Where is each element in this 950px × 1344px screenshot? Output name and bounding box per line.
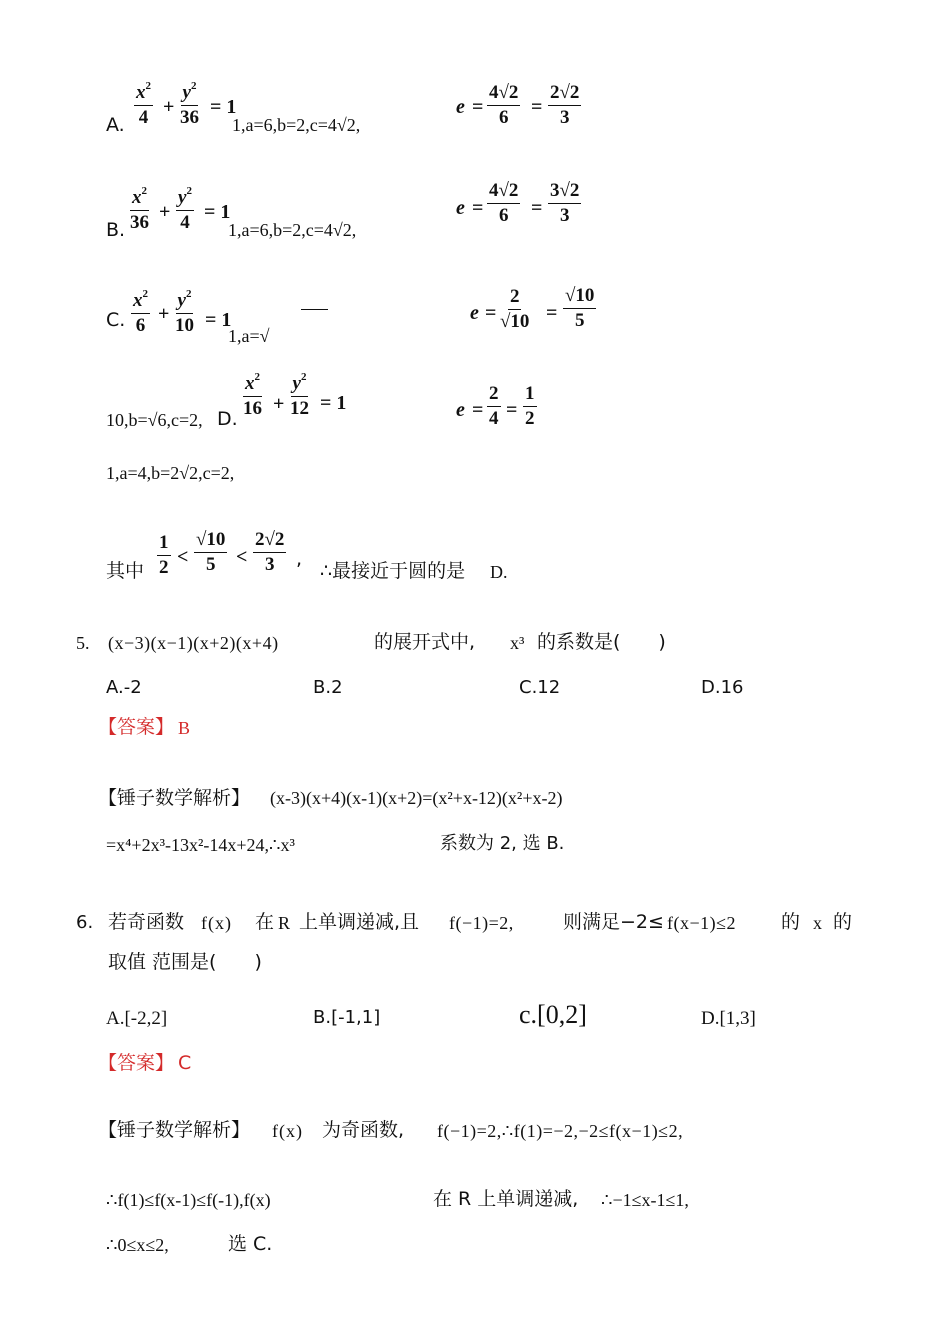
option-c-label: C. [106,309,126,331]
q5-option-c: C.12 [519,677,561,698]
q6-analysis-fx: f(x) [272,1121,303,1141]
q6-number: 6. [76,912,94,933]
option-c-frac-x: $\frac{x^2}{6}$ [133,288,148,336]
q6-stem-part1: 若奇函数 [108,911,185,933]
q5-analysis-tag: 【锤子数学解析】 [98,787,251,809]
q6-x: x [813,913,822,933]
q5-stem2: 的系数是( ) [537,631,666,653]
option-a-label: A. [106,114,125,136]
option-d-e-frac2: $\frac{1}{2}$ [525,383,535,429]
q5-stem: 的展开式中, [374,631,476,653]
option-b-frac-x: $\frac{x^2}{36}$ [130,185,149,233]
option-c-e-frac1: $\frac{2}{√10}$ [500,286,530,332]
option-d-frac-y: $\frac{y^2}{12}$ [290,371,309,419]
q6-inequality: f(x−1)≤2 [667,913,737,933]
option-d-prefix: 10,b=√6,c=2, [106,410,203,430]
q6-option-a: A.[-2,2] [106,1008,168,1029]
q5-answer-tag: 【答案】 [98,716,175,738]
q6-answer-tag: 【答案】 [98,1052,175,1074]
option-b-label: B. [106,219,126,241]
q6-stem-part5: 的 [781,911,801,933]
q6-stem-part3: 上单调递减,且 [299,911,420,933]
option-d-label: D. [217,408,238,430]
q6-fx: f(x) [201,913,232,933]
q6-R: R [278,913,291,933]
option-b-frac-y: $\frac{y^2}{4}$ [178,185,192,233]
option-a-e-frac1: $\frac{4√2}{6}$ [489,82,519,128]
q6-analysis-line2-left: ∴f(1)≤f(x-1)≤f(-1),f(x) [106,1190,271,1210]
q6-analysis-line1: f(−1)=2,∴f(1)=−2,−2≤f(x−1)≤2, [437,1121,684,1141]
conclusion-frac1: $\frac{1}{2}$ [159,532,169,578]
q5-analysis-line2: =x⁴+2x³-13x²-14x+24,∴x³ [106,835,295,855]
option-c-frac-y: $\frac{y^2}{10}$ [175,288,194,336]
q6-option-b: B.[-1,1] [313,1007,381,1028]
option-b-params: 1,a=6,b=2,c=4√2, [228,220,357,240]
conclusion-answer: D. [490,562,508,582]
option-d-e-frac1: $\frac{2}{4}$ [489,383,499,429]
option-a-frac-y: $\frac{y^2}{36}$ [180,80,199,128]
option-c-params: 1,a=√ [228,326,270,346]
q6-stem-line2: 取值 范围是( ) [108,951,262,973]
q6-analysis-line2-mid: 在 R 上单调递减, [433,1188,579,1210]
conclusion-text: ∴最接近于圆的是 [320,560,466,582]
option-b-e-frac2: $\frac{3√2}{3}$ [550,180,580,226]
q5-answer: B [178,718,191,738]
option-c-overline [301,309,328,310]
q6-stem-part6: 的 [833,911,853,933]
conclusion-frac3: $\frac{2√2}{3}$ [255,529,285,575]
q5-option-a: A.-2 [106,677,142,698]
conclusion-frac2: $\frac{√10}{5}$ [196,529,226,575]
option-c-e-frac2: $\frac{√10}{5}$ [565,285,595,331]
q5-number: 5. [76,633,90,653]
q6-option-c: c.[0,2] [519,1000,587,1029]
q6-analysis-line2-right: ∴−1≤x-1≤1, [601,1190,689,1210]
option-d-params: 1,a=4,b=2√2,c=2, [106,463,235,483]
q6-analysis-tag: 【锤子数学解析】 [98,1119,251,1141]
option-a-params: 1,a=6,b=2,c=4√2, [232,115,361,135]
q6-stem-part2: 在 [255,911,275,933]
option-d-frac-x: $\frac{x^2}{16}$ [243,371,262,419]
q6-condition: f(−1)=2, [449,913,514,933]
q6-analysis-line3-left: ∴0≤x≤2, [106,1235,169,1255]
q5-analysis-line1: (x-3)(x+4)(x-1)(x+2)=(x²+x-12)(x²+x-2) [270,788,563,808]
q6-analysis-text1: 为奇函数, [322,1119,405,1141]
option-a-e-frac2: $\frac{2√2}{3}$ [550,82,580,128]
option-b-e-frac1: $\frac{4√2}{6}$ [489,180,519,226]
q5-expression: (x−3)(x−1)(x+2)(x+4) [108,633,279,653]
q6-analysis-line3-right: 选 C. [228,1233,273,1255]
q6-option-d: D.[1,3] [701,1008,756,1029]
q6-stem-part4: 则满足−2≤ [563,911,664,933]
q5-option-b: B.2 [313,677,343,698]
q5-x3: x³ [510,633,525,653]
conclusion-prefix: 其中 [106,560,145,582]
q5-analysis-line3: 系数为 2, 选 B. [440,833,565,854]
q6-answer: C [178,1052,192,1074]
q5-option-d: D.16 [701,677,744,698]
option-a-frac-x: $\frac{x^2}{4}$ [136,80,151,128]
